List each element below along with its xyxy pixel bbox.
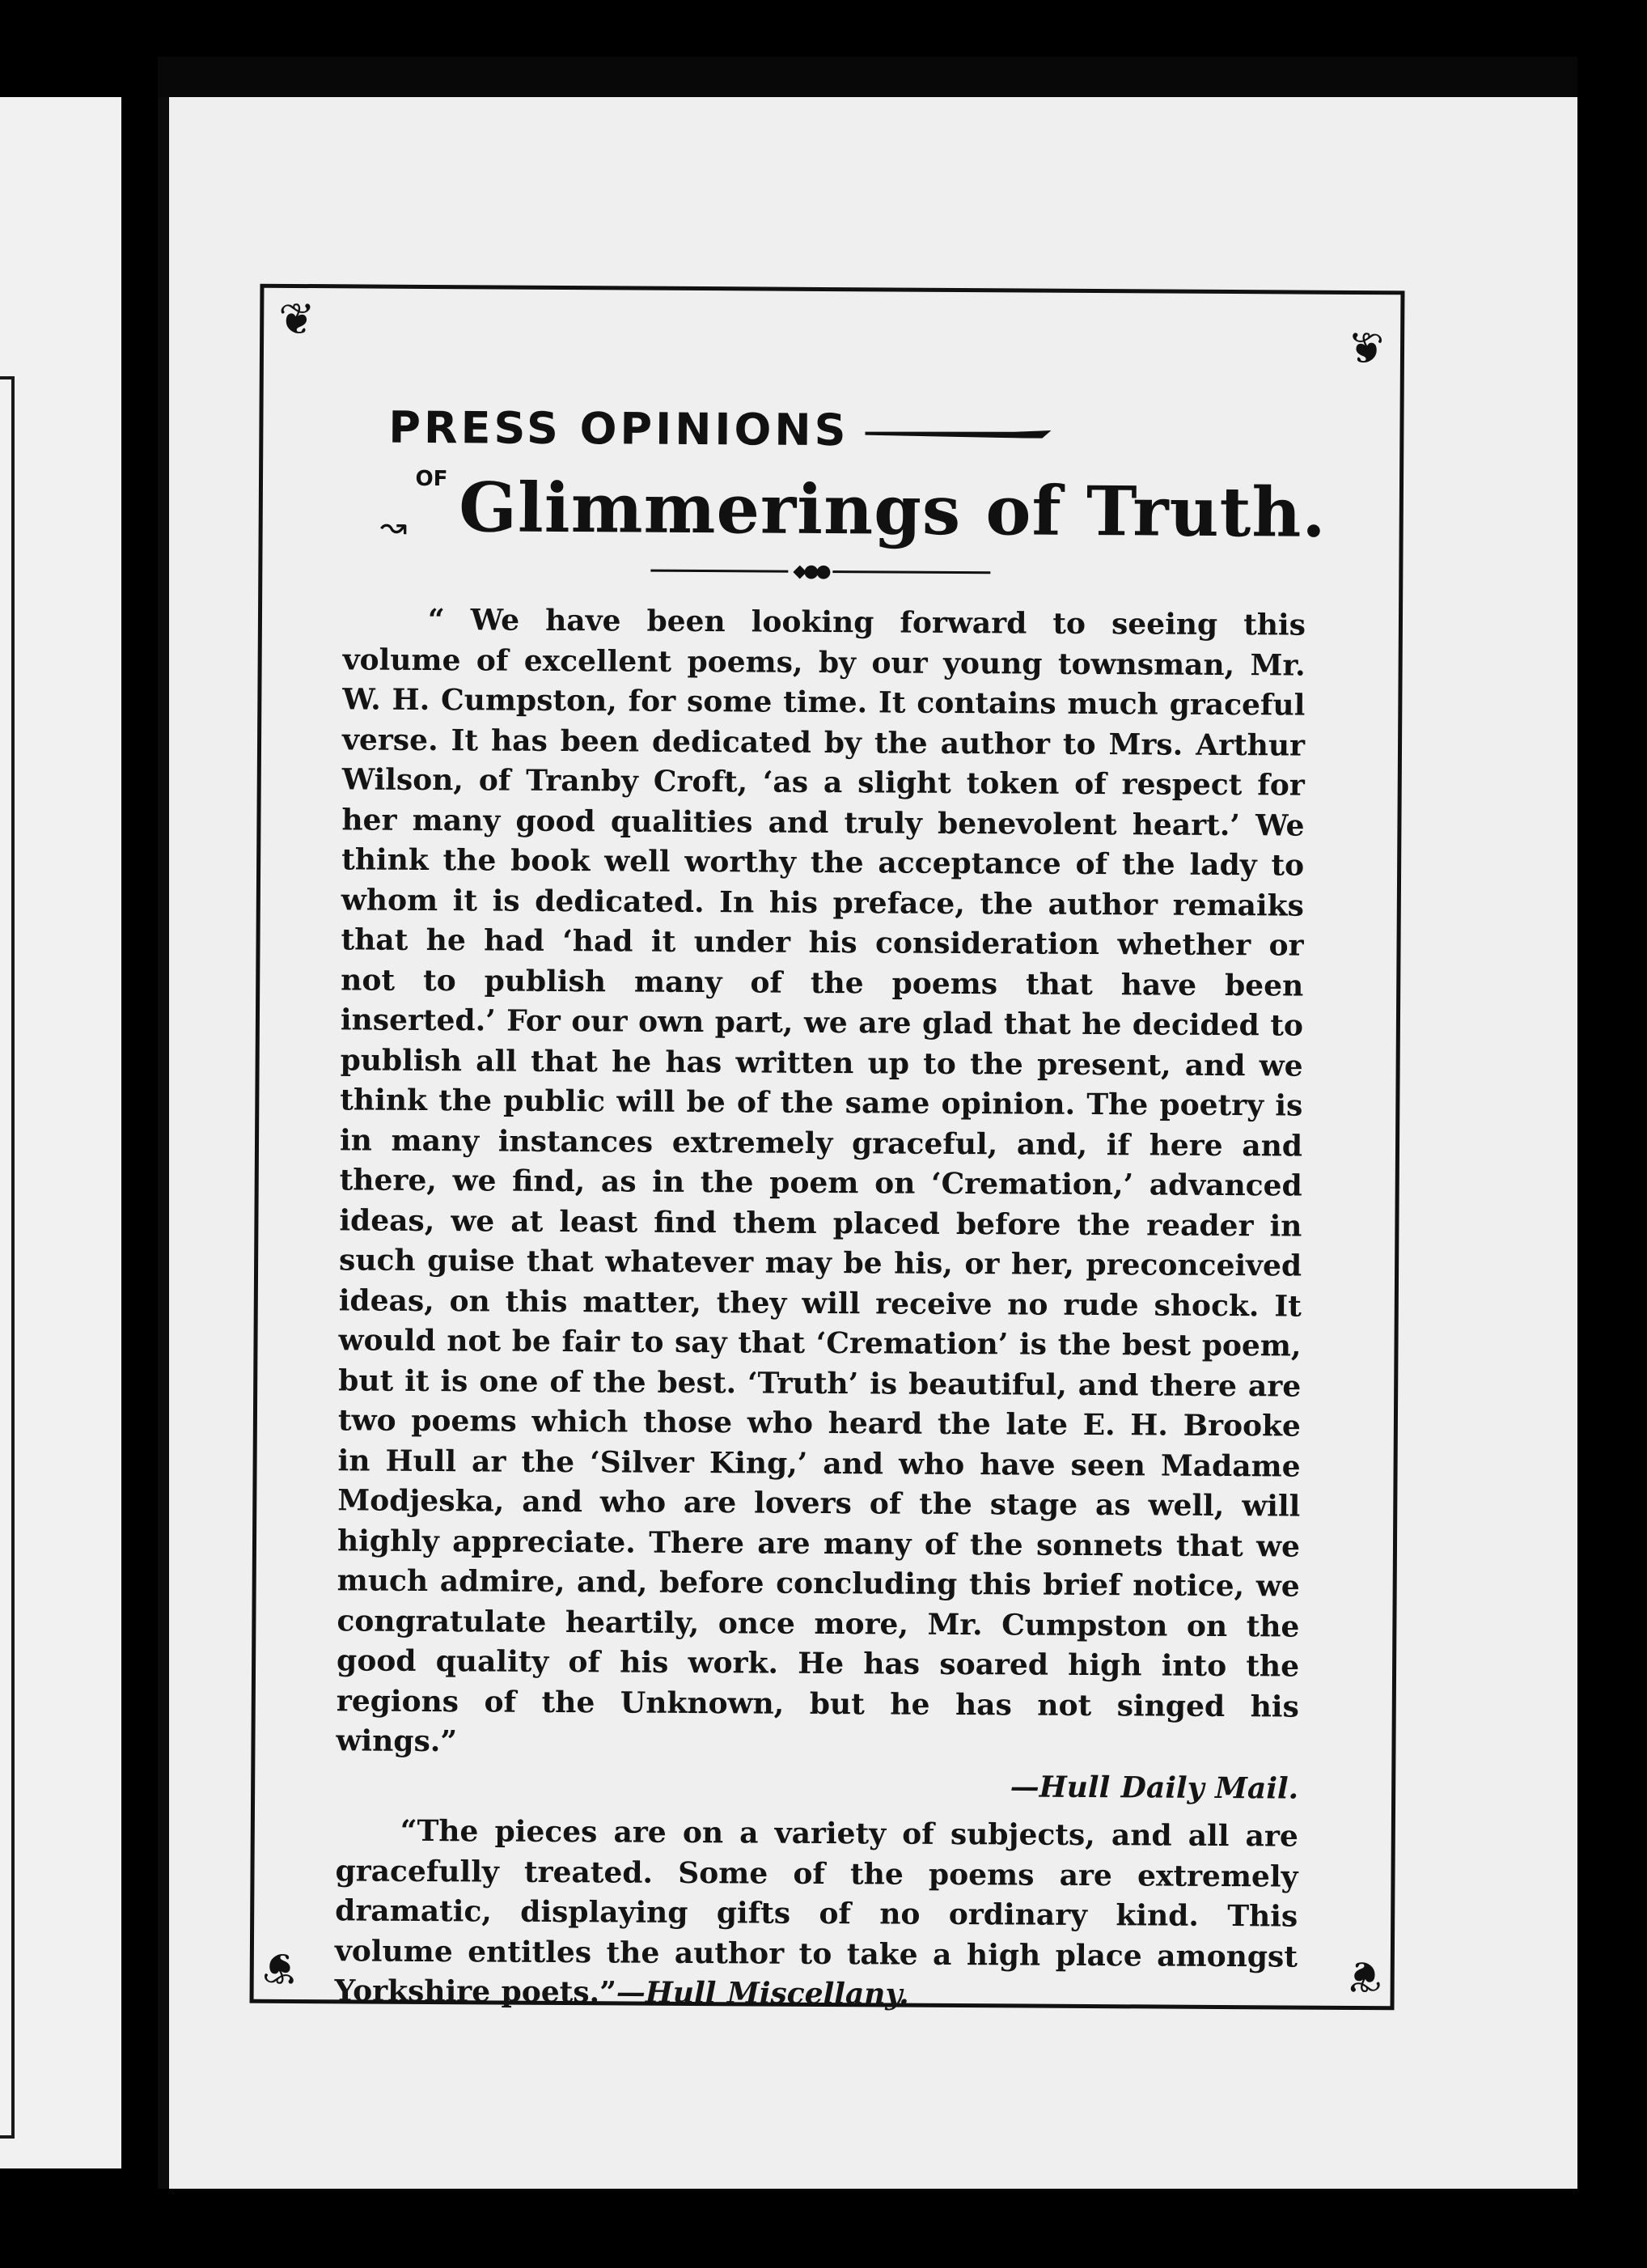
review-2-source: —Hull Miscellany.: [616, 1975, 909, 2012]
facing-page: [0, 97, 121, 2168]
leaf-corner-icon: ❦: [278, 293, 315, 345]
press-opinions-heading: [388, 402, 1051, 457]
book-title: Glimmerings of Truth.: [458, 467, 1327, 553]
book-title-heading: [380, 467, 1327, 553]
review-1-source: —Hull Daily Mail.: [1010, 1769, 1299, 1806]
ornamental-divider-icon: [650, 561, 990, 582]
page-top-edge: [158, 57, 1577, 97]
leaf-corner-icon: ❦: [1345, 1950, 1382, 2003]
review-hull-miscellany: [334, 1811, 1298, 2017]
review-2-text: “The pieces are on a variety of subjects, and all are gracefully treated. Some of the poems are extremely dramatic, displaying gifts of no ordinary kind. This volume entitles the author to take a high place amongst Yorkshire poets.”: [334, 1813, 1298, 2010]
leaf-corner-icon: ❦: [1347, 322, 1385, 375]
leaf-corner-icon: ❦: [261, 1942, 299, 1995]
bordered-frame: [250, 284, 1405, 2011]
heading-rule: [865, 430, 1051, 439]
arrow-icon: ↝: [379, 508, 408, 546]
divider-ornament: ◆●●: [788, 562, 832, 582]
reviews-body: [334, 600, 1306, 2017]
review-hull-daily-mail: “ We have been looking forward to seeing this volume of excellent poems, by our young townsman, Mr. W. H. Cumpston, for some time. It contains much graceful verse. It has been dedicated by the author to Mrs. Arthur Wilson, of Tranby Croft, ‘as a slight token of respect for her many good qualities and truly benevolent heart.’ We think the book well worthy the acceptance of the lady to whom it is dedicated. In his preface, the author remaiks that he had ‘had it under his consideration whether or not to publish many of the poems that have been inserted.’ For our own part, we are glad that he decided to publish all that he has written up to the present, and we think the public will be of the same opinion. The poetry is in many instances extremely graceful, and, if here and there, we find, as in the poem on ‘Cremation,’ advanced ideas, we at least find them placed before the reader in such guise that whatever may be his, or her, preconceived ideas, on this matter, they will receive no rude shock. It would not be fair to say that ‘Cremation’ is the best poem, but it is one of the best. ‘Truth’ is beautiful, and there are two poems which those who heard the late E. H. Brooke in Hull ar the ‘Silver King,’ and who have seen Madame Modjeska, and who are lovers of the stage as well, will highly appreciate. There are many of the sonnets that we much admire, and, before concluding this brief notice, we congratulate heartily, once more, Mr. Cumpston on the good quality of his work. He has soared high into the regions of the Unknown, but he has not singed his wings.”: [336, 602, 1306, 1759]
facing-page-frame: [0, 376, 15, 2139]
heading-of: OF: [415, 466, 448, 492]
heading-text: PRESS OPINIONS: [388, 401, 849, 456]
